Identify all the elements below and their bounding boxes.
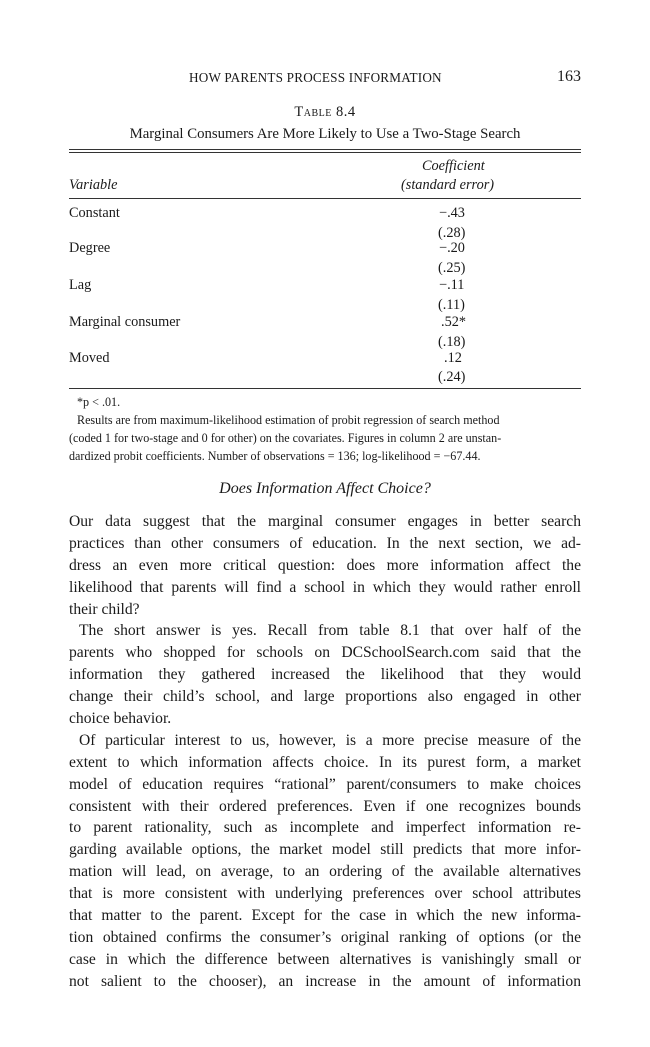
- body-line: case in which the difference between alternatives is vanishingly small or: [69, 950, 581, 968]
- running-title: HOW PARENTS PROCESS INFORMATION: [189, 70, 442, 85]
- running-head: [69, 68, 581, 90]
- body-line: that is more consistent with underlying preferences over school attributes: [69, 885, 581, 903]
- row-se-marginal-consumer: (.18): [438, 334, 466, 350]
- table-note-line3: dardized probit coefficients. Number of observations = 136; log-likelihood = −67.44.: [69, 449, 481, 463]
- body-line: change their child’s school, and large proportions also engaged in other: [69, 688, 581, 706]
- body-line: mation will lead, on average, to an ordering of the available alternatives: [69, 863, 581, 881]
- row-coef-lag: −.11: [439, 277, 465, 293]
- body-line: tion obtained confirms the consumer’s original ranking of options (or the: [69, 928, 581, 946]
- section-heading: Does Information Affect Choice?: [219, 480, 431, 497]
- row-se-constant: (.28): [438, 225, 466, 241]
- row-coef-constant: −.43: [439, 205, 465, 221]
- table-note-line2: (coded 1 for two-stage and 0 for other) on the covariates. Figures in column 2 are unstan-: [69, 431, 502, 445]
- body-line: model of education requires “rational” parent/consumers to make choices: [69, 775, 581, 793]
- row-coef-marginal-consumer: .52*: [441, 314, 467, 330]
- table-top-rule-1: [69, 149, 581, 150]
- table-significance-note: *p < .01.: [77, 395, 121, 409]
- body-line: choice behavior.: [69, 710, 172, 728]
- body-line: Our data suggest that the marginal consumer engages in better search: [69, 513, 581, 530]
- table-note-line1: Results are from maximum-likelihood estimation of probit regression of search method: [77, 413, 500, 427]
- body-line: that matter to the parent. Except for the case in which the new informa-: [69, 907, 581, 925]
- row-variable-moved: Moved: [69, 350, 110, 366]
- row-se-moved: (.24): [438, 369, 466, 385]
- row-variable-lag: Lag: [69, 277, 92, 293]
- body-line: extent to which information affects choice. In its purest form, a market: [69, 753, 581, 771]
- body-line: not salient to the chooser), an increase in the amount of information: [69, 972, 581, 990]
- body-line: dress an even more critical question: does more information affect the: [69, 556, 581, 574]
- body-line: information they gathered increased the likelihood that they would: [69, 666, 581, 684]
- body-line: practices than other consumers of education. In the next section, we ad-: [69, 534, 581, 552]
- body-line: The short answer is yes. Recall from table 8.1 that over half of the: [79, 622, 581, 640]
- row-coef-moved: .12: [444, 350, 462, 366]
- variable-header: Variable: [69, 177, 118, 193]
- row-variable-constant: Constant: [69, 205, 120, 221]
- body-text: [69, 511, 581, 993]
- table-label-text: Table 8.4: [294, 104, 356, 120]
- body-line: Of particular interest to us, however, is a more precise measure of the: [79, 731, 581, 749]
- body-line: to parent rationality, such as incomplete and imperfect information re-: [69, 819, 581, 837]
- table-caption: Marginal Consumers Are More Likely to Use a Two-Stage Search: [129, 126, 521, 142]
- row-variable-degree: Degree: [69, 240, 111, 256]
- table-top-rule-2: [69, 152, 581, 153]
- row-se-lag: (.11): [438, 297, 465, 313]
- body-line: parents who shopped for schools on DCSchoolSearch.com said that the: [69, 644, 581, 662]
- table-bottom-rule: [69, 388, 581, 389]
- row-variable-marginal-consumer: Marginal consumer: [69, 314, 181, 330]
- body-line: consistent with their ordered preferences. Even if one recognizes bounds: [69, 797, 581, 815]
- coefficient-header-line1: Coefficient: [422, 158, 485, 174]
- row-coef-degree: −.20: [439, 240, 465, 256]
- table-label: [69, 104, 581, 121]
- coefficient-header-line2: (standard error): [401, 177, 495, 193]
- body-line: garding available options, the market model still predicts that more infor-: [69, 841, 581, 859]
- body-line: their child?: [69, 600, 140, 618]
- page-number: 163: [557, 68, 581, 85]
- row-se-degree: (.25): [438, 260, 466, 276]
- table-header-rule: [69, 198, 581, 199]
- body-line: likelihood that parents will find a school in which they would rather enroll: [69, 578, 581, 596]
